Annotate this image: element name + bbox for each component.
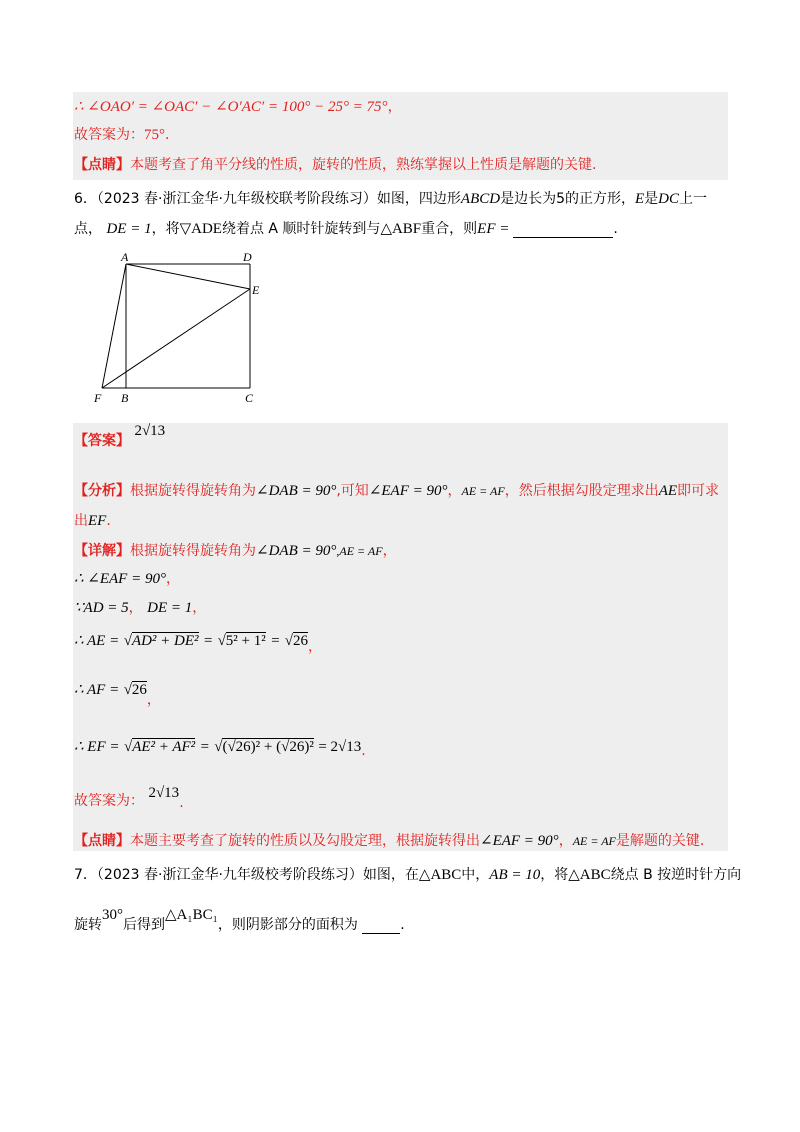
edge-AE xyxy=(126,264,250,289)
detail-line-1: 【详解】根据旋转得旋转角为∠DAB = 90°,AE = AF， xyxy=(74,543,397,559)
q6-line-1: 6．（2023 春·浙江金华·九年级校联考阶段练习）如图，四边形ABCD是边长为5的正方形，E是DC上一 xyxy=(74,191,708,207)
answer-blank-q7 xyxy=(362,919,400,934)
q6-line-2: 点， DE = 1，将▽ADE绕着点 A 顺时针旋转到与△ABF重合，则EF = . xyxy=(74,221,618,237)
detail-step-3: ∴ AE = √AD² + DE² = √5² + 1² = √26， xyxy=(74,633,323,655)
edge-EF xyxy=(102,289,250,388)
prev-comment-line: 【点睛】本题考查了角平分线的性质，旋转的性质，熟练掌握以上性质是解题的关键. xyxy=(74,157,597,173)
square-rotation-figure xyxy=(90,250,270,410)
label-E: E xyxy=(252,283,260,297)
label-F: F xyxy=(94,391,102,405)
detail-answer-line: 故答案为： 2√13. xyxy=(74,785,184,811)
label-C: C xyxy=(245,391,254,405)
q7-line-2: 旋转30°后得到△A₁BC₁，则阴影部分的面积为 . xyxy=(74,907,405,933)
answer-blank xyxy=(513,223,613,238)
analysis-line-1: 【分析】根据旋转得旋转角为∠DAB = 90°,可知∠EAF = 90°，AE = AF，然后根据勾股定理求出AE即可求 xyxy=(74,483,720,499)
answer-line: 【答案】 2√13 xyxy=(74,423,166,449)
label-A: A xyxy=(121,250,129,264)
detail-step-2: ∵AD = 5， DE = 1， xyxy=(74,600,207,616)
label-D: D xyxy=(243,250,252,264)
prev-answer-line: 故答案为：75°. xyxy=(74,127,170,143)
q7-line-1: 7．（2023 春·浙江金华·九年级校考阶段练习）如图，在△ABC中，AB = 10，将△ABC绕点 B 按逆时针方向 xyxy=(74,867,742,883)
detail-step-1: ∴ ∠EAF = 90°， xyxy=(74,571,180,587)
detail-step-4: ∴ AF = √26， xyxy=(74,682,161,708)
label-B: B xyxy=(121,391,129,405)
edge-AF xyxy=(102,264,126,388)
comment-line: 【点睛】本题主要考查了旋转的性质以及勾股定理，根据旋转得出∠EAF = 90°，AE = AF是解题的关键. xyxy=(74,833,705,849)
detail-step-5: ∴ EF = √AE² + AF² = √(√26)² + (√26)² = 2√13. xyxy=(74,739,366,759)
analysis-line-2: 出EF. xyxy=(74,513,111,529)
prev-step-line: ∴ ∠OAO′ = ∠OAC′ − ∠O′AC′ = 100° − 25° = 75°， xyxy=(74,99,402,115)
